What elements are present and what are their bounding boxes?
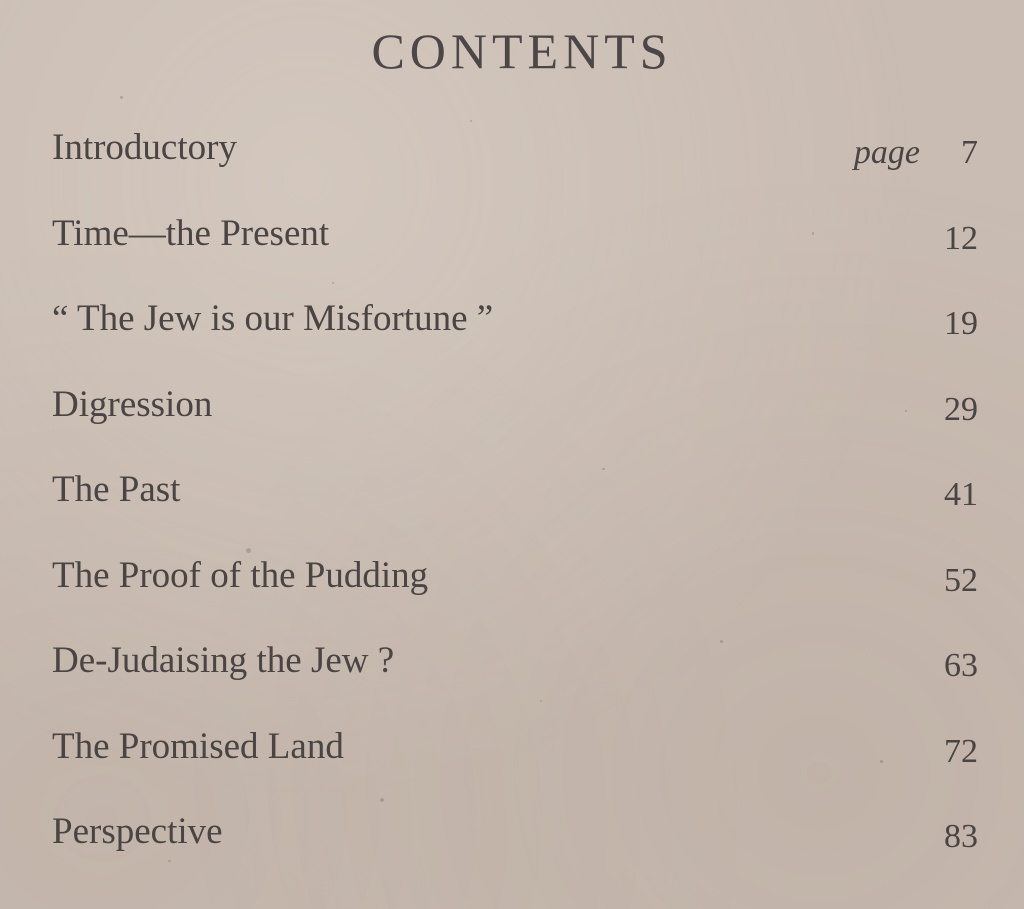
toc-entry-title: The Past xyxy=(52,469,181,510)
toc-entry-title: Introductory xyxy=(52,127,237,168)
toc-entry[interactable] xyxy=(52,631,978,717)
page-label: page xyxy=(853,134,920,171)
toc-entry-page: 52 xyxy=(944,561,978,599)
table-of-contents xyxy=(52,118,978,888)
toc-entry[interactable] xyxy=(52,289,978,375)
toc-entry[interactable] xyxy=(52,717,978,803)
toc-entry-page: 7 xyxy=(961,134,978,171)
toc-entry-page: 63 xyxy=(944,647,978,684)
toc-entry-page: 12 xyxy=(944,219,978,257)
toc-entry[interactable] xyxy=(52,802,978,888)
toc-entry-title: Time—the Present xyxy=(52,212,330,254)
toc-entry[interactable] xyxy=(52,118,978,204)
paper-speck xyxy=(120,96,123,99)
toc-entry-title: Perspective xyxy=(52,811,223,852)
toc-entry-title: Digression xyxy=(52,383,213,425)
toc-entry-page: 72 xyxy=(944,732,978,770)
toc-entry-page: 19 xyxy=(944,305,978,342)
toc-entry[interactable] xyxy=(52,375,978,461)
toc-entry[interactable] xyxy=(52,546,978,632)
toc-entry-title: The Promised Land xyxy=(52,725,344,767)
toc-entry-page: 29 xyxy=(944,390,978,428)
toc-entry-page: 83 xyxy=(944,818,978,855)
toc-entry-title: The Proof of the Pudding xyxy=(52,554,429,596)
toc-entry[interactable] xyxy=(52,204,978,290)
toc-entry-title: De-Judaising the Jew ? xyxy=(52,640,395,681)
contents-heading: CONTENTS xyxy=(371,23,673,79)
toc-entry[interactable] xyxy=(52,460,978,546)
toc-entry-title: “ The Jew is our Misfortune ” xyxy=(52,298,494,339)
toc-entry-page: 41 xyxy=(944,476,978,513)
